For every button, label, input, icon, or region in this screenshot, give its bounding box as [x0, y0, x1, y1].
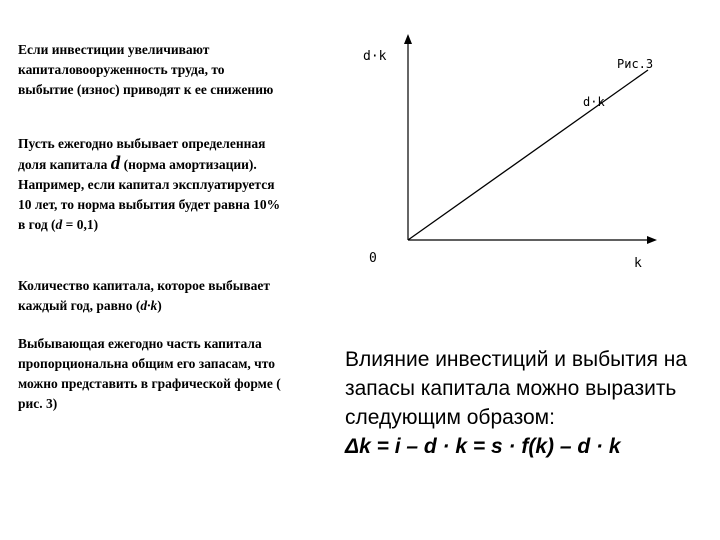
right-explanation: [345, 345, 705, 461]
paragraph-investment-text: Если инвестиции увеличивают капиталовооруженность труда, то выбытие (износ) приводят к ее снижению: [18, 42, 274, 97]
capital-retired-text-b: ): [157, 298, 162, 313]
figure-caption: Рис.3: [617, 57, 654, 71]
origin-label: 0: [369, 251, 377, 266]
paragraph-investment: [18, 40, 283, 100]
paragraph-proportional: [18, 334, 288, 414]
capital-retired-text-a: Количество капитала, которое выбывает каждый год, равно (: [18, 278, 270, 313]
right-explanation-text: Влияние инвестиций и выбытия на запасы капитала можно выразить следующим образом:: [345, 348, 688, 429]
x-axis-label: k: [634, 256, 642, 271]
depreciation-symbol-inline: d: [55, 217, 63, 232]
capital-retired-formula: d·k: [140, 298, 158, 313]
series-line-dk: [408, 70, 648, 240]
depreciation-text-a: Пусть ежегодно выбывает определенная доля капитала: [18, 136, 266, 172]
paragraph-capital-retired: [18, 276, 293, 316]
depreciation-text-c: = 0,1): [65, 217, 99, 232]
depreciation-symbol: d: [110, 153, 121, 174]
capital-change-formula: Δk = i – d · k = s · f(k) – d · k: [345, 435, 621, 458]
y-axis-label: d·k: [363, 49, 387, 64]
depreciation-chart: [355, 30, 685, 280]
y-axis-arrow: [404, 34, 412, 44]
x-axis-arrow: [647, 236, 657, 244]
paragraph-depreciation-rate: [18, 134, 283, 235]
paragraph-proportional-text: Выбывающая ежегодно часть капитала пропорциональна общим его запасам, что можно представить в графической форме ( рис. 3): [18, 336, 281, 411]
depreciation-text-b: (норма амортизации). Например, если капитал эксплуатируется 10 лет, то норма выбытия будет равна 10% в год (: [18, 157, 281, 232]
series-label-dk: d·k: [583, 95, 605, 109]
